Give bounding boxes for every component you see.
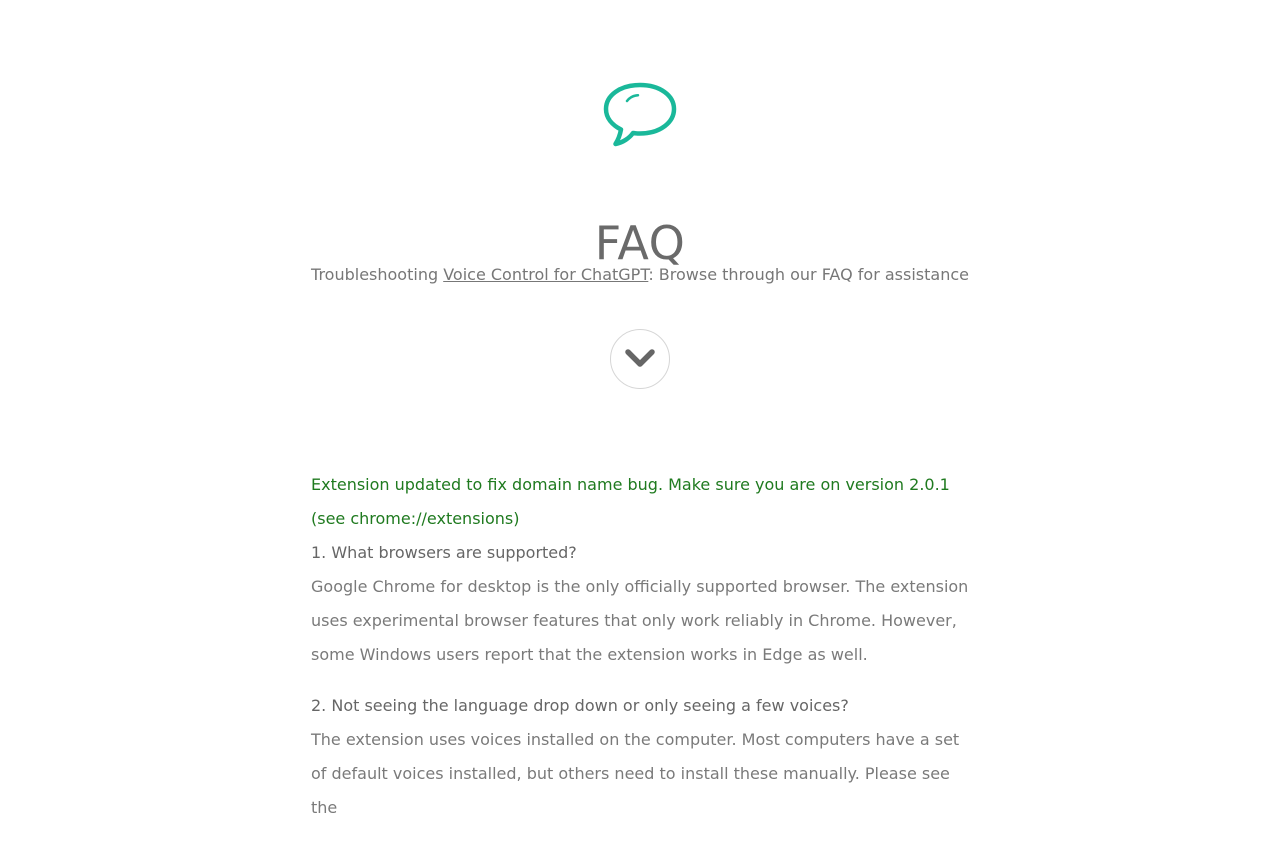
page-title: FAQ [594,215,686,270]
extension-link[interactable]: Voice Control for ChatGPT [443,265,649,284]
update-notice: Extension updated to fix domain name bug. Make sure you are on version 2.0.1 (see chrome://extensions) [311,475,950,528]
faq-answer: The extension uses voices installed on the computer. Most computers have a set of default voices installed, but others need to install these manually. Please see the [311,730,960,817]
faq-question: 2. Not seeing the language drop down or only seeing a few voices? [311,696,849,715]
subtitle-prefix: Troubleshooting [311,265,444,284]
faq-question: 1. What browsers are supported? [311,543,577,562]
faq-content [311,468,969,842]
chevron-down-icon [625,346,655,372]
scroll-down-button[interactable] [610,329,670,389]
subtitle-suffix: : Browse through our FAQ for assistance [648,265,969,284]
page-subtitle [0,264,1280,286]
faq-answer: Google Chrome for desktop is the only officially supported browser. The extension uses experimental browser features that only work reliably in Chrome. However, some Windows users report that the extension works in Edge as well. [311,577,969,664]
speech-bubble-icon [603,82,677,148]
